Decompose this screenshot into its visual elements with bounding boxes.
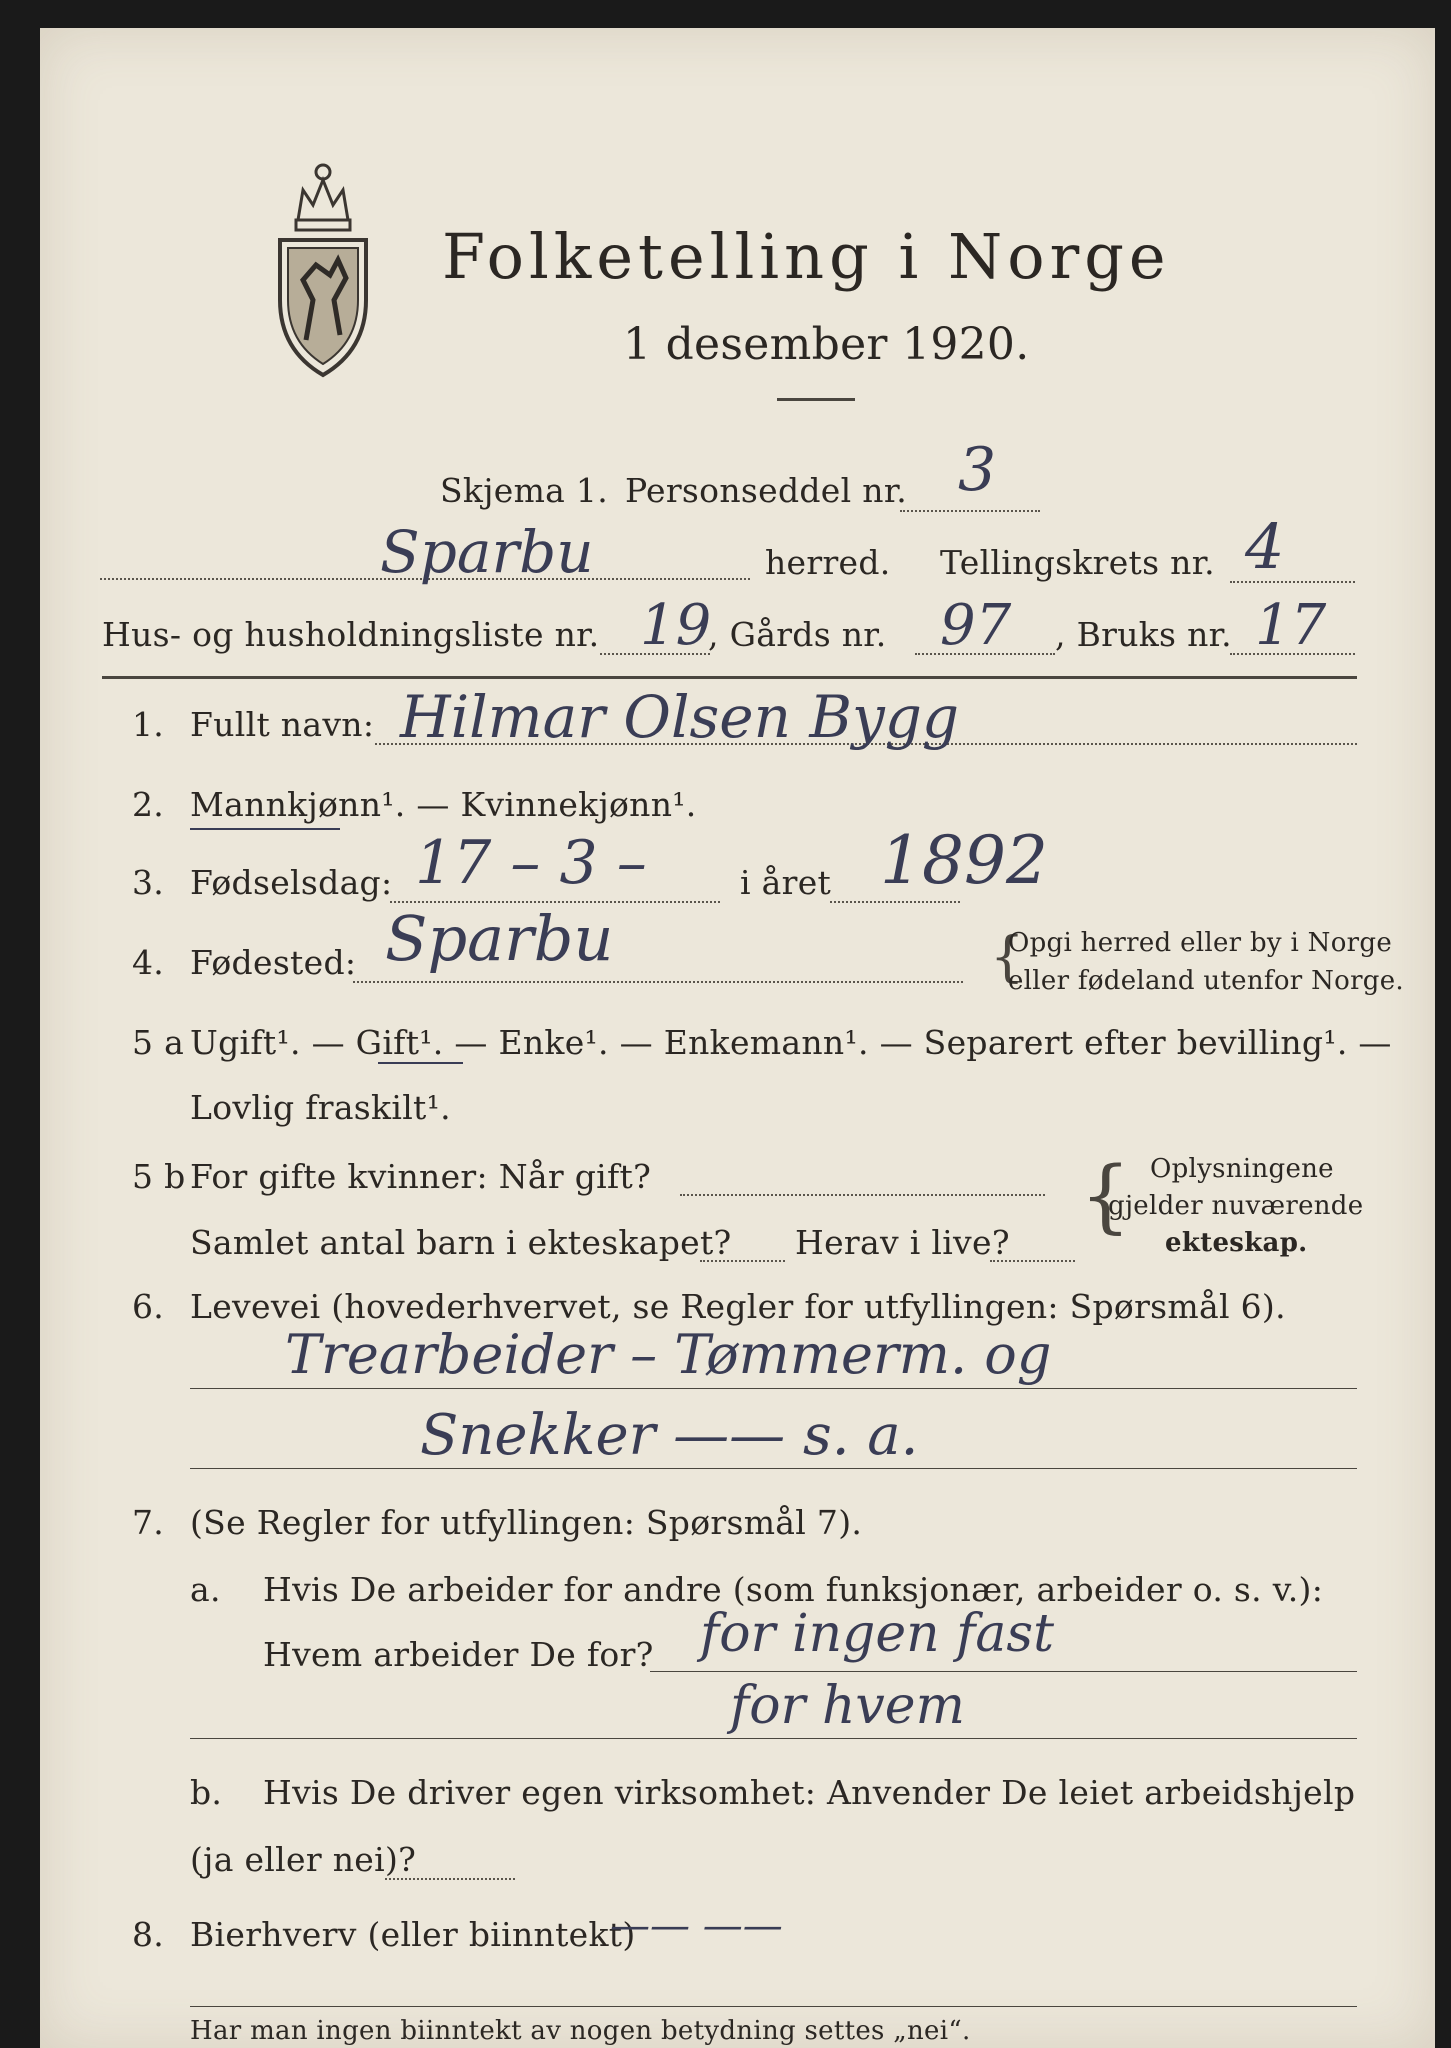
q7a-question: Hvem arbeider De for? [263,1635,654,1674]
q5a-number: 5 a [132,1023,185,1062]
q5b-live-line [990,1260,1075,1262]
q8-label: Bierhverv (eller biinntekt) [190,1915,636,1954]
q5b-line-1: For gifte kvinner: Når gift? [190,1157,652,1196]
q3-label: Fødselsdag: [190,863,393,902]
q6-line-1 [190,1388,1357,1389]
q3-year-line [830,901,960,903]
q5a-line-1: Ugift¹. — Gift¹. — Enke¹. — Enkemann¹. — Separert efter bevilling¹. — [190,1023,1392,1062]
q1-value[interactable]: Hilmar Olsen Bygg [400,683,960,751]
personseddel-line [900,510,1040,512]
q5b-line-2b: Herav i live? [795,1223,1010,1262]
q3-year-label: i året [740,863,832,902]
header-divider [102,676,1357,679]
q7a-line-2 [190,1738,1357,1739]
q8-number: 8. [132,1915,165,1954]
q4-note-2: eller fødeland utenfor Norge. [1008,966,1404,996]
q8-value[interactable]: —— —— [610,1903,783,1949]
tellingskrets-label: Tellingskrets nr. [940,543,1215,582]
q5a-underline-gift [378,1062,463,1064]
q7a-letter: a. [190,1570,221,1609]
q5a-line-2: Lovlig fraskilt¹. [190,1088,451,1127]
q7-number: 7. [132,1503,165,1542]
q5b-nar-gift-line [680,1194,1045,1196]
q3-value[interactable]: 17 – 3 – [415,828,647,898]
skjema-label: Skjema 1. [440,471,609,510]
q6-label: Levevei (hovederhvervet, se Regler for utfyllingen: Spørsmål 6). [190,1287,1286,1326]
q4-number: 4. [132,943,165,982]
q4-note-1: Opgi herred eller by i Norge [1008,928,1393,958]
q6-line-2 [190,1468,1357,1469]
q4-label: Fødested: [190,943,357,982]
q2-label: Mannkjønn¹. — Kvinnekjønn¹. [190,785,697,824]
norwegian-coat-of-arms-icon [268,150,378,380]
q5b-barn-line [700,1260,785,1262]
q5b-brace-icon: { [1080,1149,1132,1242]
census-date: 1 desember 1920. [623,319,1030,370]
q5b-note-3: ekteskap. [1165,1228,1308,1258]
q6-number: 6. [132,1287,165,1326]
q7-label: (Se Regler for utfyllingen: Spørsmål 7). [190,1503,863,1542]
q2-number: 2. [132,785,165,824]
title-divider [777,398,855,401]
q1-label: Fullt navn: [190,705,375,744]
q5b-note-2: gjelder nuværende [1108,1191,1364,1221]
q4-line [353,981,963,983]
footer-note: Har man ingen biinntekt av nogen betydning settes „nei“. [190,2016,971,2046]
bruks-value[interactable]: 17 [1255,593,1327,658]
q4-brace-icon: { [990,925,1025,988]
gards-value[interactable]: 97 [940,593,1012,658]
q5b-note-1: Oplysningene [1150,1154,1334,1184]
q5b-line-2a: Samlet antal barn i ekteskapet? [190,1223,732,1262]
q1-number: 1. [132,705,165,744]
q4-value[interactable]: Sparbu [385,902,614,975]
q7b-letter: b. [190,1773,223,1812]
personseddel-label: Personseddel nr. [625,471,908,510]
q7a-value-1[interactable]: for ingen fast [700,1604,1054,1664]
q3-number: 3. [132,863,165,902]
q7b-line [385,1878,515,1880]
tellingskrets-value[interactable]: 4 [1245,510,1285,583]
form-title: Folketelling i Norge [442,220,1171,293]
q2-underline-mannkjonn [190,828,340,830]
personseddel-value[interactable]: 3 [958,435,997,505]
census-form-page [40,28,1435,2048]
husliste-value[interactable]: 19 [640,593,712,658]
herred-label: herred. [765,543,891,582]
q7a-text: Hvis De arbeider for andre (som funksjonær, arbeider o. s. v.): [263,1570,1324,1609]
q7a-value-2[interactable]: for hvem [730,1676,965,1736]
q6-value-1[interactable]: Trearbeider – Tømmerm. og [285,1323,1052,1386]
herred-value[interactable]: Sparbu [380,518,594,586]
husliste-label: Hus- og husholdningsliste nr. [102,615,600,654]
q6-value-2[interactable]: Snekker —— s. a. [420,1403,919,1468]
q7b-question: (ja eller nei)? [190,1840,417,1879]
q7b-text: Hvis De driver egen virksomhet: Anvender De leiet arbeidshjelp [263,1773,1356,1812]
q5b-number: 5 b [132,1157,186,1196]
gards-label: , Gårds nr. [708,615,887,654]
q3-year-value[interactable]: 1892 [880,822,1048,899]
q8-line-2 [190,2006,1357,2007]
q7a-line-1 [650,1671,1357,1672]
bruks-label: , Bruks nr. [1055,615,1232,654]
